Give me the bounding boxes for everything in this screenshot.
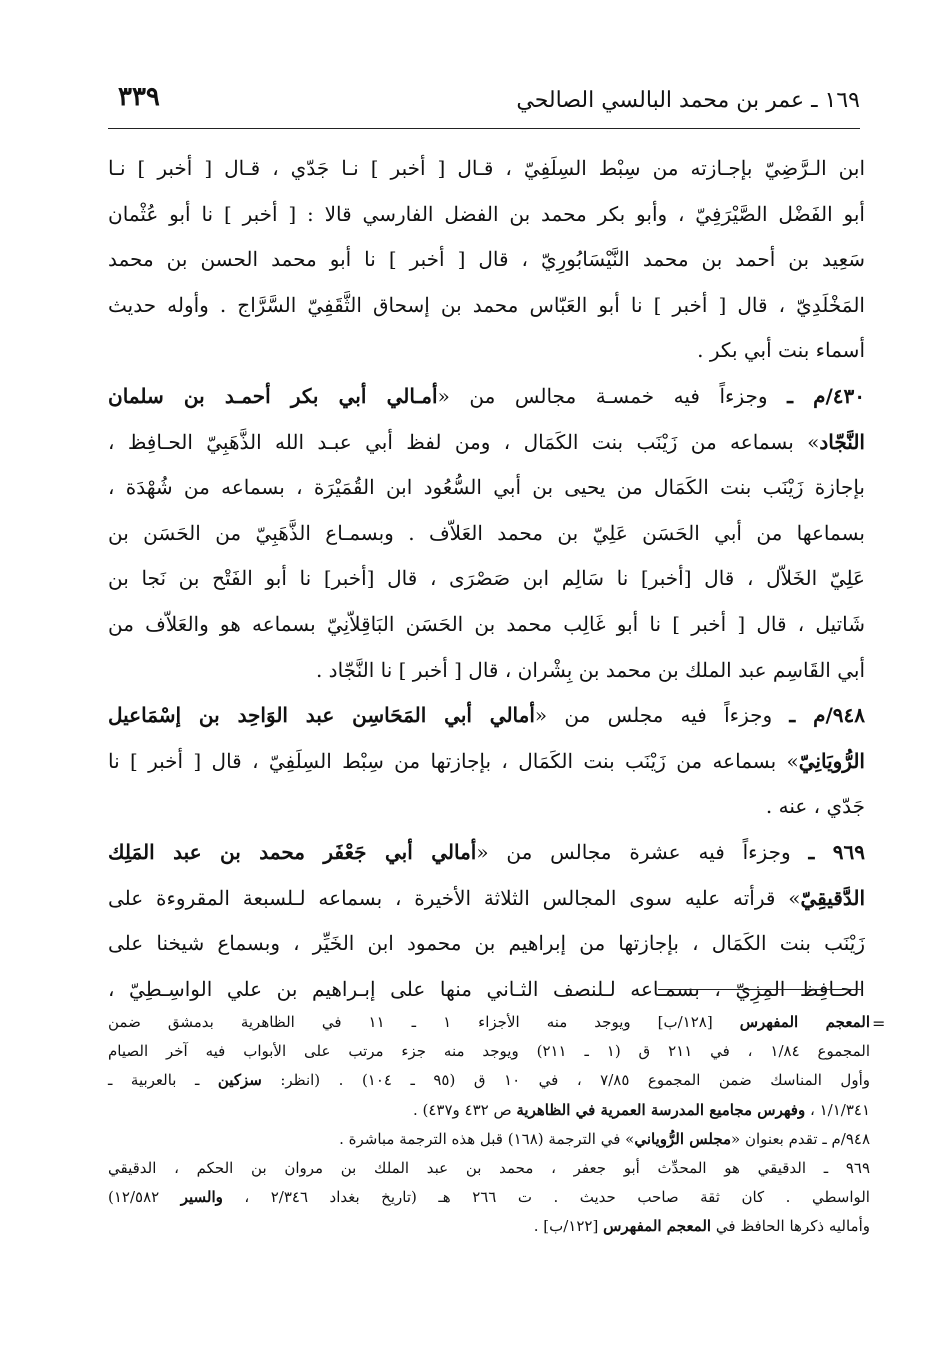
entry-948-line bbox=[108, 739, 865, 785]
footnote-continuation-marker: = bbox=[872, 1014, 886, 1033]
text-line: ابن الـرَّضِيّ بإجـازته من سِبْط السِلَفِيّ ، قـال [ أخبر ] نـا جَدّي ، قـال [ أخبر ] نـا bbox=[108, 156, 865, 180]
entry-text: وجزءاً فيه خمسـة مجالس من « bbox=[437, 383, 788, 408]
entry-text: » قرأته عليه سوى المجالس الثلاثة الأخيرة ، بسماعه لـلسبعة المقروءة على bbox=[108, 885, 801, 910]
footnote-text: » في الترجمة (١٦٨) قبل هذه الترجمة مباشرة . bbox=[339, 1129, 635, 1148]
footnote-rule bbox=[658, 989, 861, 990]
footnote-line: المجموع ١/٨٤ ، في ٢١١ ق (١ ـ ٢١١) ويوجد منه جزء مرتب على الأبواب فيه آخر الصيام bbox=[108, 1042, 870, 1061]
entry-text: وجزءاً فيه عشرة مجالس من « bbox=[476, 839, 809, 864]
text-line: أبي القَاسِم عبد الملك بن محمد بن بِشْران ، قال [ أخبر ] نا النَّجّاد . bbox=[315, 657, 865, 682]
book-title: الرُّويَانِيّ bbox=[798, 748, 865, 773]
entry-948-line bbox=[108, 693, 865, 739]
footnote-line bbox=[108, 1066, 870, 1095]
footnote-text: ١٢/٥٨٢) bbox=[108, 1188, 181, 1207]
footnote-text: ١/١/٣٤١ ، bbox=[805, 1100, 870, 1119]
entry-number: ٩٦٩ ـ bbox=[808, 839, 865, 864]
text-line: سَعِيد بن أحمد بن محمد النَّيْسَابُورِيّ ، قال [ أخبر ] نا أبو محمد الحسن بن محمد bbox=[108, 247, 865, 272]
footnote-text: ص ٤٣٢ و٤٣٧) . bbox=[412, 1100, 517, 1119]
text-line: أسماء بنت أبي بكر . bbox=[697, 338, 865, 363]
footnote-bold: وفهرس مجاميع المدرسة العمرية في الظاهرية bbox=[516, 1100, 806, 1119]
footnote-line: ٩٦٩ ـ الدقيقي هو المحدِّث أبو جعفر ، محمد بن عبد الملك بن مروان بن الحكم ، الدقيقي bbox=[108, 1158, 870, 1177]
entry-number: ٤٣٠/م ـ bbox=[787, 383, 866, 408]
text-line: عَلِيّ الخَلاّل ، قال [أخبر] نا سَالِم ابن صَصْرَى ، قال [أخبر] نا أبو الفَتْح بن نَجا بن bbox=[108, 566, 865, 591]
footnote-text: [١٢٢/ب] . bbox=[533, 1217, 604, 1236]
book-title: أمالي أبي المَحَاسِن عبد الوَاحِد بن إسْمَاعيل bbox=[108, 703, 535, 728]
footnote-line bbox=[108, 1008, 870, 1037]
footnote-bold: المعجم المفهرس bbox=[603, 1217, 712, 1236]
footnote-line bbox=[108, 1125, 870, 1154]
main-text bbox=[108, 146, 865, 1012]
text-line: بسماعها من أبي الحَسَن عَلِيّ بن محمد العَلاّف . وبسمـاع الذَّهَبِيّ من الحَسَن بن bbox=[108, 520, 865, 545]
book-title: أمـالي أبي بكر أحمـد بن سلمان bbox=[108, 383, 438, 408]
text-line: أبو الفَضْل الصَّيْرَفِيّ ، وأبو بكر محمد بن الفضل الفارسي قالا : [ أخبر ] نا أبو عُثْمان bbox=[108, 201, 865, 226]
running-title: ١٦٩ ـ عمر بن محمد البالسي الصالحي bbox=[516, 88, 860, 113]
entry-969-line bbox=[108, 876, 865, 922]
entry-text: وجزءاً فيه مجلس من « bbox=[534, 703, 790, 728]
footnote-line bbox=[108, 1096, 870, 1125]
running-head bbox=[108, 82, 860, 122]
entry-number: ٩٤٨/م ـ bbox=[789, 703, 865, 728]
book-title: أمالي أبي جَعْفَر محمد بن عبد المَلِك bbox=[108, 839, 477, 864]
header-rule bbox=[108, 128, 860, 129]
entry-969-line bbox=[108, 830, 865, 876]
footnote-text: وأول المناسك ضمن المجموع ٧/٨٥ ، في ١٠ ق (٩٥ ـ ١٠٤) . (انظر: bbox=[261, 1071, 870, 1090]
footnote-text: ـ بالعربية ـ bbox=[108, 1071, 218, 1090]
book-title: الدَّقيقِيّ bbox=[800, 885, 865, 910]
footnote-bold: والسير bbox=[180, 1188, 223, 1207]
text-line: زَيْنَب بنت الكَمَال ، بإجازتها من إبراهيم بن محمود ابن الخَيِّر ، وبسماع شيخنا على bbox=[108, 931, 865, 956]
footnote-line bbox=[108, 1183, 870, 1212]
text-line: جَدّي ، عنه . bbox=[765, 794, 865, 819]
entry-430-line bbox=[108, 420, 865, 466]
book-title: النَّجّاد bbox=[819, 429, 865, 454]
text-line: المَخْلَدِيّ ، قال [ أخبر ] نا أبو العَبّاس محمد بن إسحاق الثَّقَفِيّ السَّرَّاج . وأوله حديث bbox=[108, 292, 865, 317]
footnote-text: وأماليه ذكرها الحافظ في bbox=[711, 1217, 870, 1236]
footnote-text: [١٢٨/ب] ويوجد منه الأجزاء ١ ـ ١١ في الظاهرية بدمشق ضمن bbox=[108, 1013, 740, 1031]
footnote-bold: مجلس الرُّوياني bbox=[634, 1129, 732, 1148]
entry-text: » بسماعه من زَيْنَب بنت الكَمَال ، بإجازتها من سِبْط السِلَفِيّ ، قال [ أخبر ] نا bbox=[108, 748, 799, 773]
text-line: بإجازة زَيْنَب بنت الكَمَال من يحيى بن أبي السُّعُود ابن القُمَيْرَة ، بسماعه من شُهْدَة ، bbox=[108, 475, 865, 500]
entry-430-line bbox=[108, 374, 865, 420]
footnote-line bbox=[108, 1212, 870, 1241]
entry-text: » بسماعه من زَيْنَب بنت الكَمَال ، ومن لفظ أبي عبـد الله الذَّهَبِيّ الحـافِظ ، bbox=[108, 429, 820, 454]
footnote-bold: سزكين bbox=[217, 1071, 262, 1090]
footnote-text: ٩٤٨/م ـ تقدم بعنوان « bbox=[731, 1129, 870, 1148]
text-line: الحـافِظ المِزِيّ ، بسمـاعه لـلنصف الثـاني منها على إبـراهيم بن علي الواسِـطِيّ ، bbox=[108, 976, 865, 1001]
footnote-bold: المعجم المفهرس bbox=[739, 1013, 870, 1031]
footnotes bbox=[108, 1008, 870, 1242]
page-number: ٣٣٩ bbox=[118, 82, 160, 112]
text-line: شَاتيل ، قال [ أخبر ] نا أبو غَالِب محمد بن الحَسَن البَاقِلاّنِيّ بسماعه هو والعَلاّف من bbox=[108, 611, 865, 636]
footnote-text: الواسطي . كان ثقة صاحب حديث . ت ٢٦٦ هـ (تاريخ بغداد ٢/٣٤٦ ، bbox=[222, 1188, 870, 1207]
